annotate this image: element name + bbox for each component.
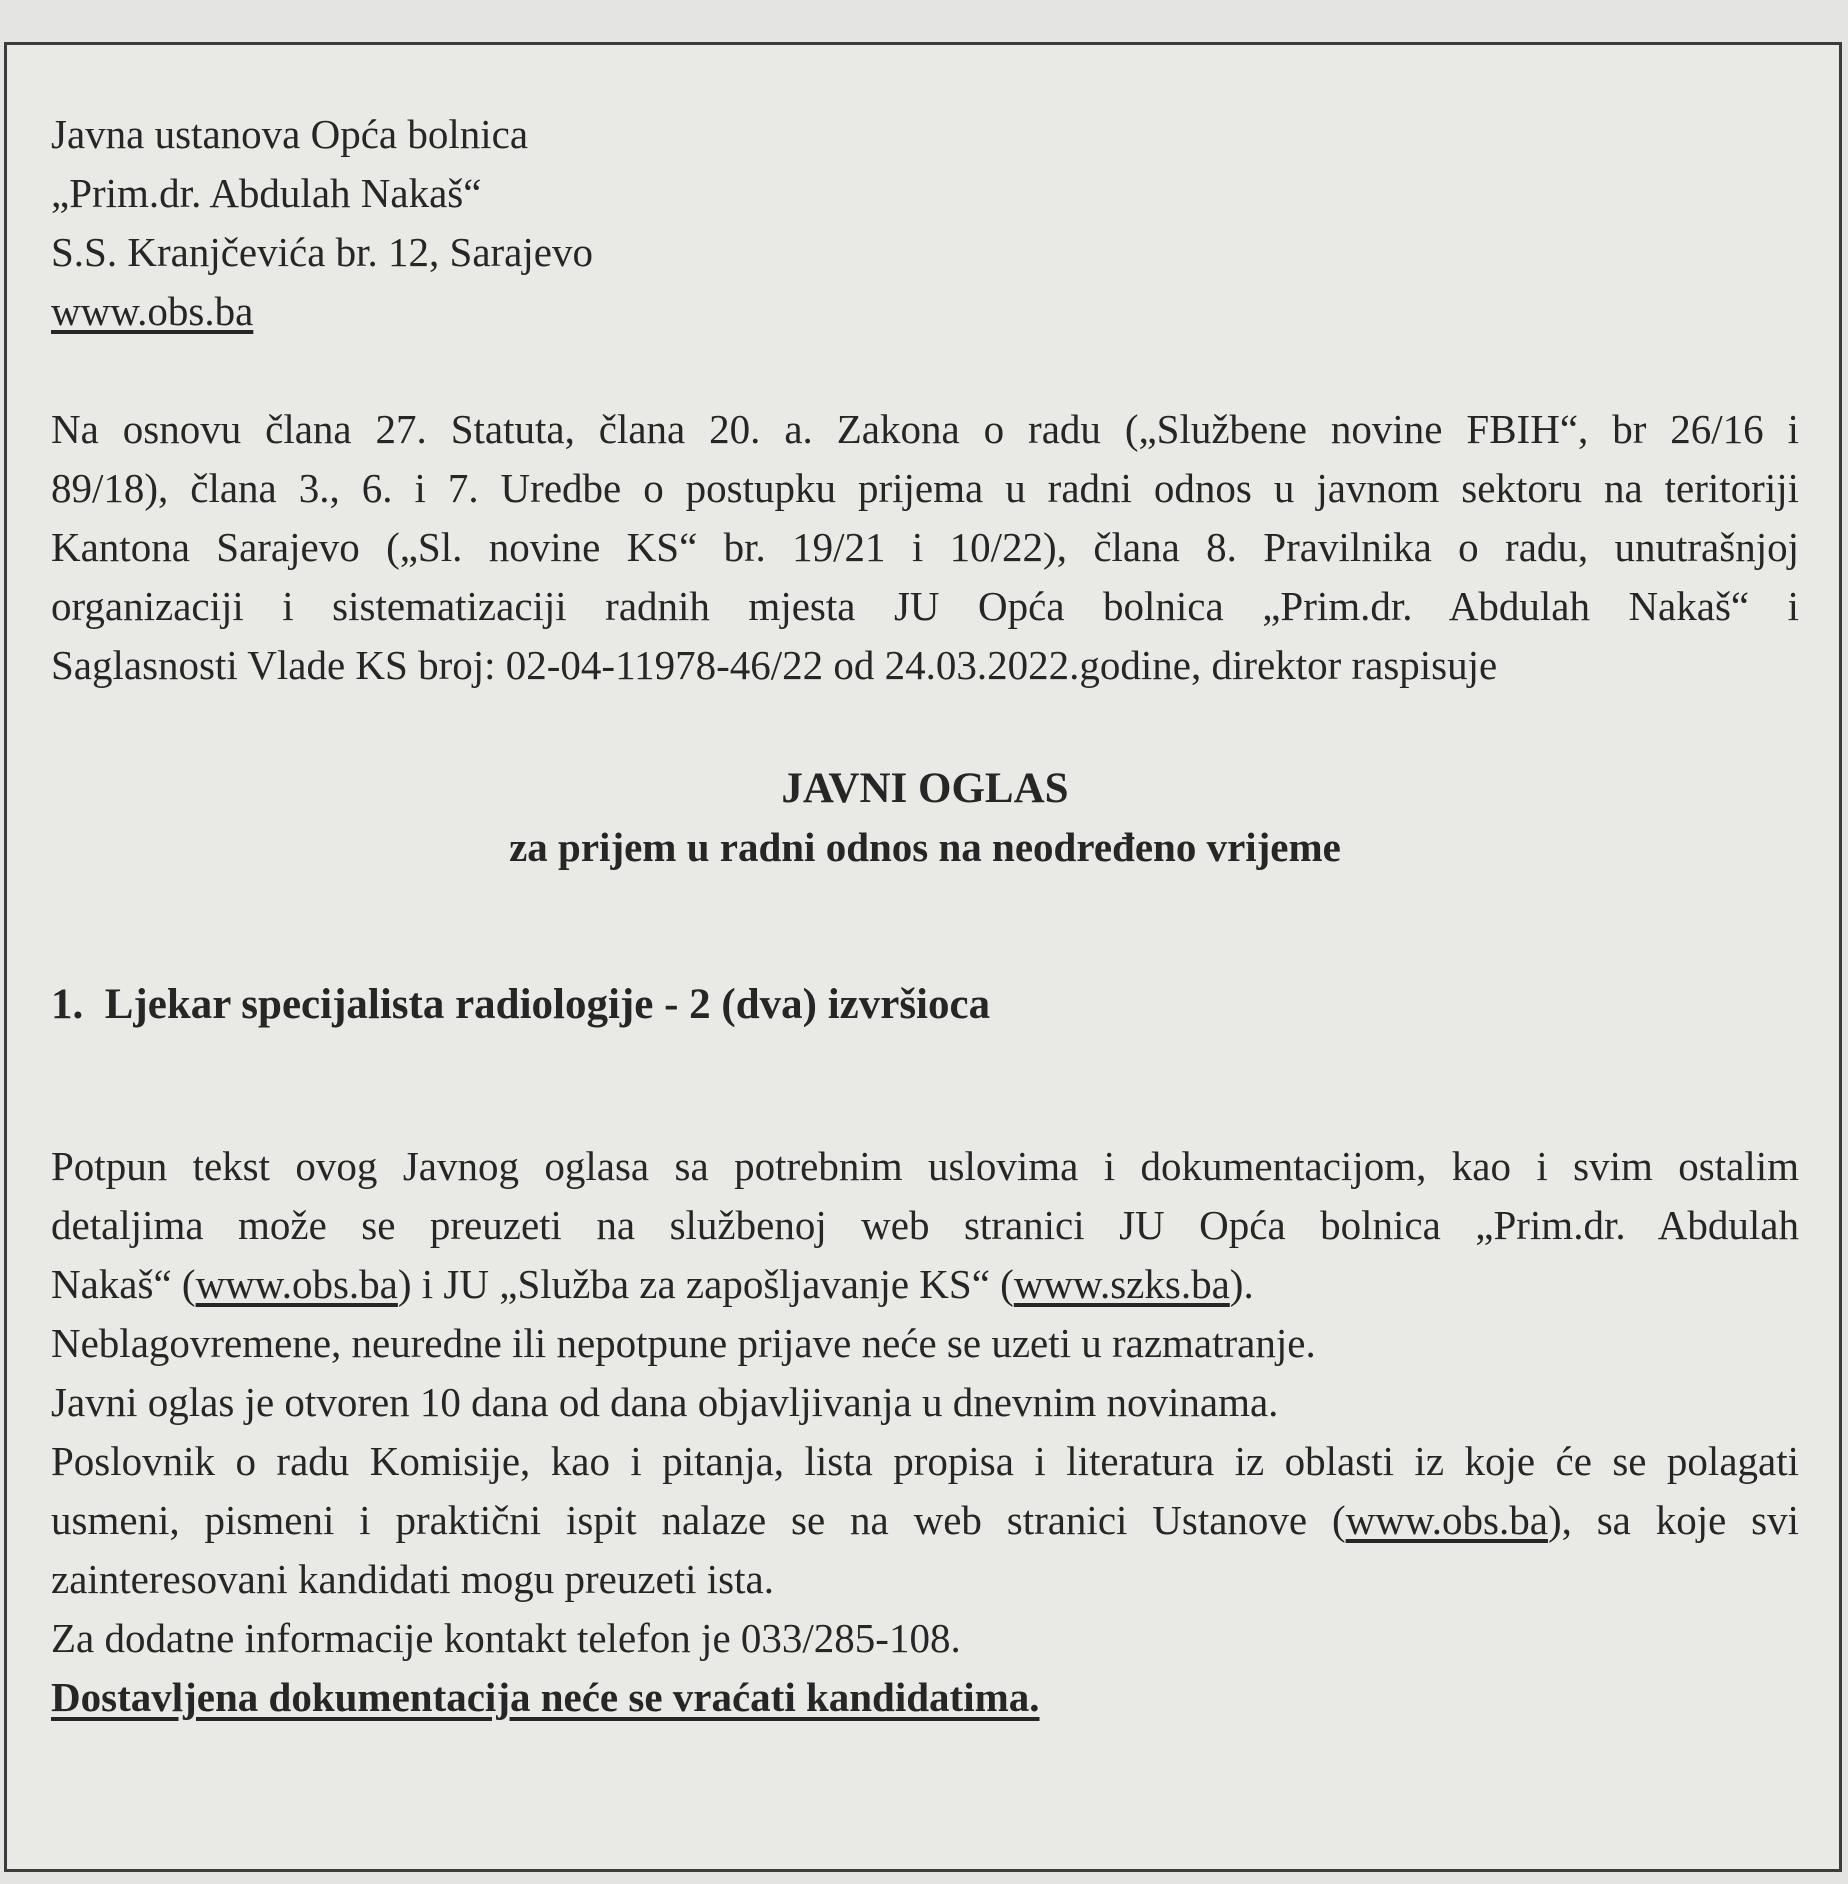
legal-basis-line: Na osnovu člana 27. Statuta, člana 20. a. Zakona o radu („Službene novine FBIH“, br 26/16 i [51, 406, 1799, 452]
obs-website-link[interactable]: www.obs.ba [195, 1261, 398, 1307]
exam-info-line-link [51, 1491, 1799, 1550]
legal-basis-line: Saglasnosti Vlade KS broj: 02-04-11978-46/22 od 24.03.2022.godine, direktor raspisuje [51, 642, 1498, 688]
legal-basis-line: Kantona Sarajevo („Sl. novine KS“ br. 19/21 i 10/22), člana 8. Pravilnika o radu, unutrašnjoj [51, 524, 1799, 570]
details-line: detaljima može se preuzeti na službenoj web stranici JU Opća bolnica „Prim.dr. Abdulah [51, 1202, 1799, 1248]
szks-website-link[interactable]: www.szks.ba [1013, 1261, 1230, 1307]
exam-info-text: ), sa koje svi [1547, 1497, 1799, 1543]
details-paragraph [51, 1137, 1799, 1314]
exam-info-line: zainteresovani kandidati mogu preuzeti ista. [51, 1556, 774, 1602]
exam-info-line: Poslovnik o radu Komisije, kao i pitanja, lista propisa i literatura iz oblasti iz koje će se polagati [51, 1438, 1799, 1484]
contact-phone-note: Za dodatne informacije kontakt telefon je 033/285-108. [51, 1615, 961, 1661]
position-heading: 1. Ljekar specijalista radiologije - 2 (dva) izvršioca [51, 981, 991, 1028]
institution-address: S.S. Kranjčevića br. 12, Sarajevo [51, 229, 593, 275]
notice-subtitle: za prijem u radni odnos na neodređeno vrijeme [509, 824, 1341, 870]
legal-basis-paragraph [51, 400, 1799, 695]
details-line-links [51, 1255, 1799, 1314]
institution-website-link[interactable]: www.obs.ba [51, 288, 254, 334]
details-line: Potpun tekst ovog Javnog oglasa sa potrebnim uslovima i dokumentacijom, kao i svim ostalim [51, 1143, 1799, 1189]
open-period-note: Javni oglas je otvoren 10 dana od dana objavljivanja u dnevnim novinama. [51, 1379, 1279, 1425]
exam-info-text: usmeni, pismeni i praktični ispit nalaze se na web stranici Ustanove ( [51, 1497, 1346, 1543]
notice-content [51, 105, 1799, 1727]
notice-title: JAVNI OGLAS [781, 765, 1069, 812]
legal-basis-line: 89/18), člana 3., 6. i 7. Uredbe o postupku prijema u radni odnos u javnom sektoru na teritoriji [51, 465, 1799, 511]
institution-name: Javna ustanova Opća bolnica [51, 111, 529, 157]
documents-not-returned-note: Dostavljena dokumentacija neće se vraćati kandidatima. [51, 1674, 1040, 1720]
institution-header [51, 105, 1799, 341]
notice-frame [4, 42, 1842, 1872]
obs-website-link-2[interactable]: www.obs.ba [1345, 1497, 1548, 1543]
details-text: Nakaš“ ( [51, 1261, 196, 1307]
details-text: ) i JU „Služba za zapošljavanje KS“ ( [397, 1261, 1014, 1307]
legal-basis-line: organizaciji i sistematizaciji radnih mjesta JU Opća bolnica „Prim.dr. Abdulah Nakaš“ i [51, 583, 1799, 629]
exam-info-paragraph [51, 1432, 1799, 1609]
late-applications-note: Neblagovremene, neuredne ili nepotpune prijave neće se uzeti u razmatranje. [51, 1320, 1316, 1366]
institution-subname: „Prim.dr. Abdulah Nakaš“ [51, 170, 482, 216]
details-text: ). [1229, 1261, 1254, 1307]
